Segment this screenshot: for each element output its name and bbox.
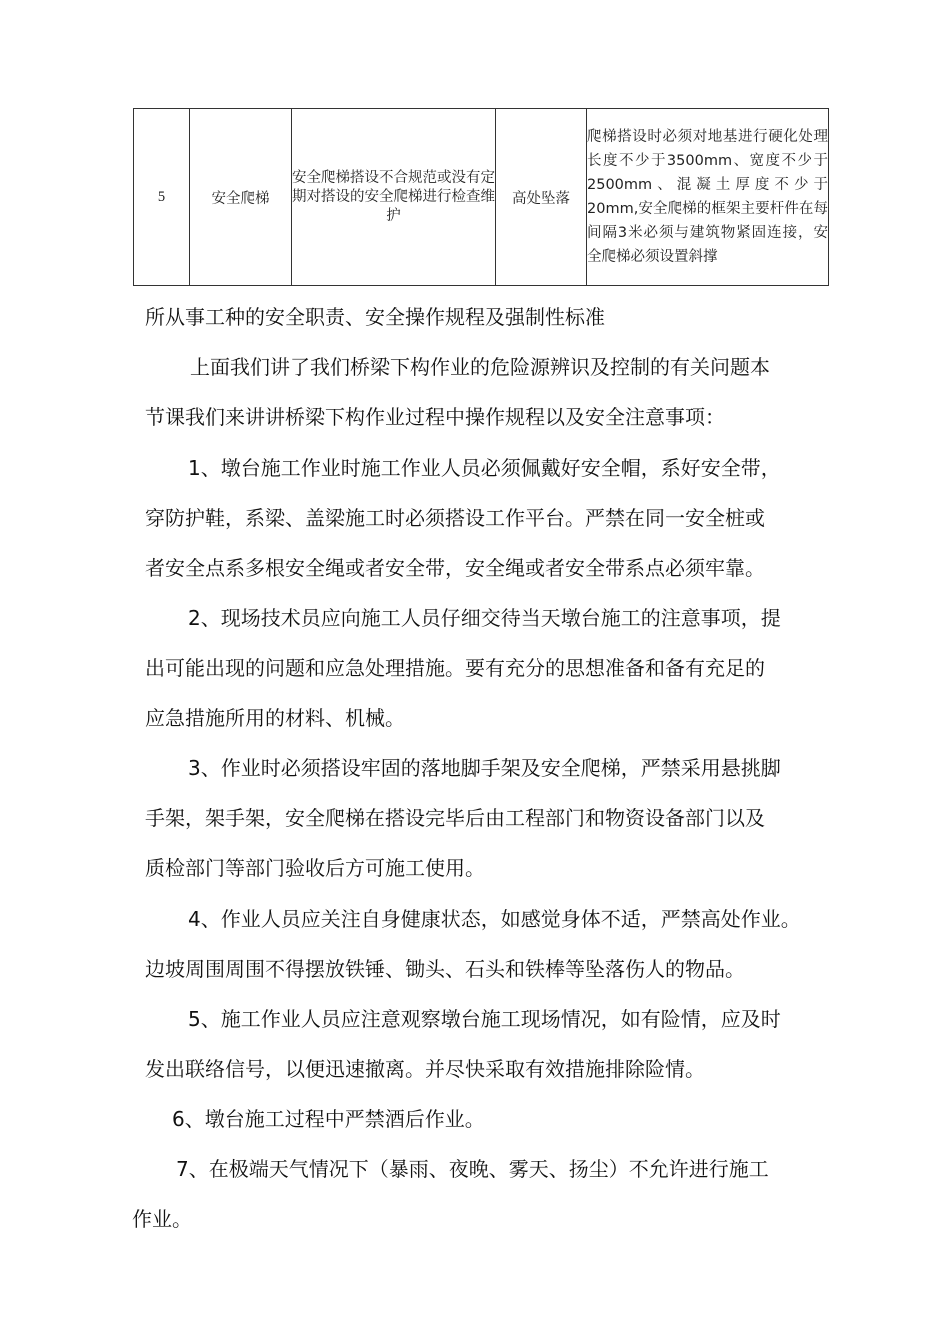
item-3-line-3: 质检部门等部门验收后方可施工使用。 xyxy=(145,856,485,880)
hazard-description: 安全爬梯搭设不合规范或没有定期对搭设的安全爬梯进行检查维护 xyxy=(292,109,496,286)
table-row xyxy=(134,109,829,286)
hazard-control-table xyxy=(133,108,829,286)
item-3-line-1: 3、作业时必须搭设牢固的落地脚手架及安全爬梯，严禁采用悬挑脚 xyxy=(188,756,781,780)
intro-line-2: 节课我们来讲讲桥梁下构作业过程中操作规程以及安全注意事项： xyxy=(145,405,725,429)
section-heading: 所从事工种的安全职责、安全操作规程及强制性标准 xyxy=(145,305,605,329)
item-1-line-3: 者安全点系多根安全绳或者安全带，安全绳或者安全带系点必须牢靠。 xyxy=(145,556,765,580)
intro-line-1: 上面我们讲了我们桥梁下构作业的危险源辨识及控制的有关问题本 xyxy=(190,355,770,379)
item-7-line-1: 7、在极端天气情况下（暴雨、夜晚、雾天、扬尘）不允许进行施工 xyxy=(176,1157,769,1181)
item-7-line-2: 作业。 xyxy=(132,1207,192,1231)
control-measures: 爬梯搭设时必须对地基进行硬化处理长度不少于3500mm、宽度不少于2500mm、混凝土厚度不少于20mm,安全爬梯的框架主要杆件在每间隔3米必须与建筑物紧固连接，安全爬梯必须设置斜撑 xyxy=(587,109,829,286)
row-number: 5 xyxy=(134,109,190,286)
item-5-line-2: 发出联络信号，以便迅速撤离。并尽快采取有效措施排除险情。 xyxy=(145,1057,705,1081)
item-3-line-2: 手架，架手架，安全爬梯在搭设完毕后由工程部门和物资设备部门以及 xyxy=(145,806,765,830)
item-1-line-2: 穿防护鞋，系梁、盖梁施工时必须搭设工作平台。严禁在同一安全桩或 xyxy=(145,506,765,530)
item-2-line-3: 应急措施所用的材料、机械。 xyxy=(145,706,405,730)
item-4-line-2: 边坡周围周围不得摆放铁锤、锄头、石头和铁棒等坠落伤人的物品。 xyxy=(145,957,745,981)
item-4-line-1: 4、作业人员应关注自身健康状态，如感觉身体不适，严禁高处作业。 xyxy=(188,907,801,931)
item-2-line-1: 2、现场技术员应向施工人员仔细交待当天墩台施工的注意事项，提 xyxy=(188,606,781,630)
risk-type: 高处坠落 xyxy=(496,109,587,286)
hazard-item-name: 安全爬梯 xyxy=(190,109,292,286)
item-2-line-2: 出可能出现的问题和应急处理措施。要有充分的思想准备和备有充足的 xyxy=(145,656,765,680)
item-1-line-1: 1、墩台施工作业时施工作业人员必须佩戴好安全帽，系好安全带， xyxy=(188,456,781,480)
item-5-line-1: 5、施工作业人员应注意观察墩台施工现场情况，如有险情，应及时 xyxy=(188,1007,781,1031)
item-6-line-1: 6、墩台施工过程中严禁酒后作业。 xyxy=(172,1107,485,1131)
